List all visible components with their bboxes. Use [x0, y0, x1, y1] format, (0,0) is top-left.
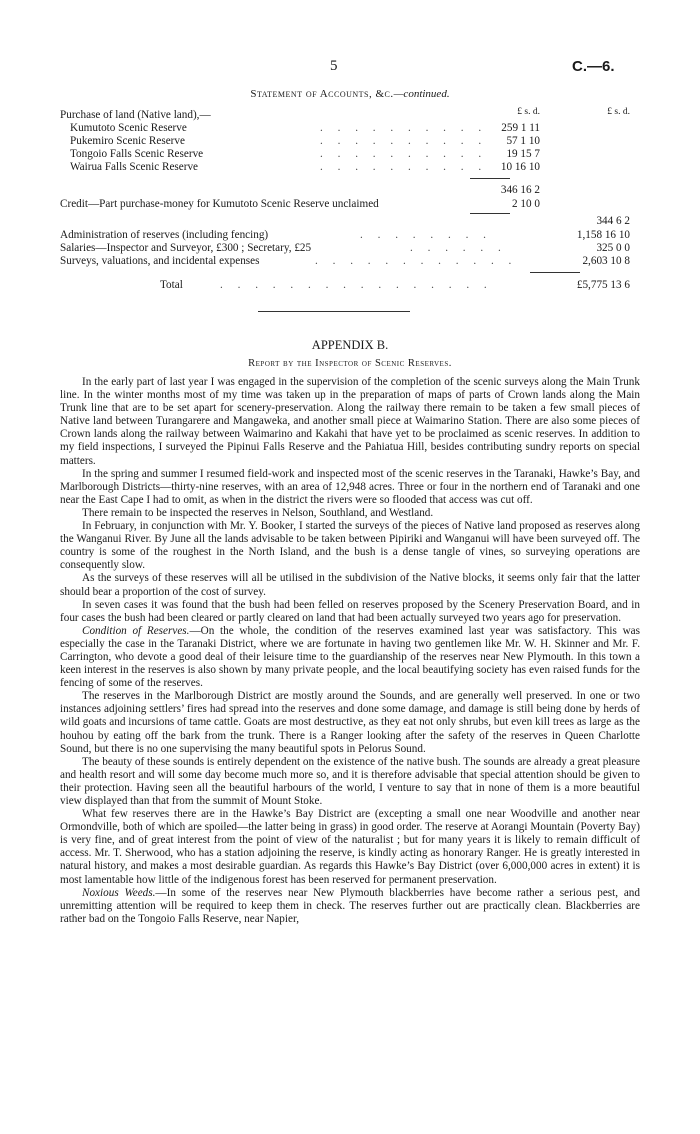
col1-heading: £ s. d.: [517, 107, 540, 117]
statement-title-text: Statement of Accounts, &c.: [250, 88, 394, 100]
leader-dots: . . . . . . . . . .: [320, 135, 488, 147]
paragraph: There remain to be inspected the reserves in Nelson, Southland, and Westland.: [82, 506, 434, 519]
account-row: [60, 109, 640, 122]
leader-dots: . . . . . . . . . . . .: [315, 255, 518, 267]
account-row: [60, 215, 640, 228]
account-row: [60, 148, 640, 161]
paragraph-lead: Condition of Reserves.: [82, 624, 190, 637]
appendix-title: APPENDIX B.: [311, 338, 389, 352]
total-row: [60, 279, 640, 293]
paragraph: The beauty of these sounds is entirely dependent on the existence of the native bush. The sounds are already a great pleasure and health resort and will some day become much more so, and it is therefore advisable that special attention should be given to their protection. Having seen all the beautiful harbours of the world, I venture to say that in none of them is a more beautiful view displayed than that from the summit of Mount Stoke.: [60, 755, 640, 807]
account-amount-col1: 2 10 0: [512, 198, 540, 210]
account-subtotal: 346 16 2: [500, 184, 540, 196]
total-rule: [530, 272, 580, 273]
statement-title-suffix: —continued.: [393, 88, 450, 100]
account-row: [60, 255, 640, 268]
account-amount-col2: 1,158 16 10: [576, 229, 630, 241]
account-label: Administration of reserves (including fencing): [60, 229, 269, 241]
leader-dots: . . . . . . . . . .: [320, 122, 488, 134]
account-row: [60, 242, 640, 255]
subtotal-rule: [470, 178, 510, 179]
account-row: [60, 198, 640, 211]
account-amount-col2: 2,603 10 8: [582, 255, 630, 267]
account-label: Tongoio Falls Scenic Reserve: [70, 148, 204, 160]
total-label: Total: [160, 279, 183, 291]
account-row: [60, 135, 640, 148]
section-divider: [258, 311, 410, 312]
account-row: [60, 122, 640, 135]
leader-dots: . . . . . . . . . .: [320, 148, 488, 160]
leader-dots: . . . . . . . .: [360, 229, 492, 241]
account-row: [60, 161, 640, 174]
leader-dots: . . . . . . . . . .: [320, 161, 488, 173]
account-label: Salaries—Inspector and Surveyor, £300 ; Secretary, £25: [60, 242, 312, 254]
account-amount-col1: 10 16 10: [500, 161, 540, 173]
account-amount-col1: 19 15 7: [506, 148, 540, 160]
account-label: Wairua Falls Scenic Reserve: [70, 161, 199, 173]
document-reference: C.—6.: [572, 58, 615, 75]
account-amount-col2: 344 6 2: [596, 215, 630, 227]
paragraph: In seven cases it was found that the bush had been felled on reserves proposed by the Scenery Preservation Board, and in four cases the bush had been cleared or partly cleared on land that had been actually surveyed two years ago for preservation.: [60, 598, 640, 624]
account-label: Purchase of land (Native land),—: [60, 109, 211, 121]
total-value: £5,775 13 6: [576, 279, 630, 291]
leader-dots: . . . . . .: [410, 242, 507, 254]
paragraph: The reserves in the Marlborough District are mostly around the Sounds, and are generally well preserved. In one or two instances adjoining settlers’ fires had spread into the reserves and done some damage, and damage is still being done by herds of wild goats and incursions of tame cattle. Goats are most destructive, as they eat not only shrubs, but even kill trees as large as the houhou by eating off the bark from the trunk. There is a Ranger looking after the safety of the reserves in Queen Charlotte Sound, but there is no one supervising the many beautiful spots in Pelorus Sound.: [60, 690, 640, 755]
report-body: [60, 376, 640, 926]
paragraph: Noxious Weeds.—In some of the reserves near New Plymouth blackberries have become rather a serious pest, and unremitting attention will be required to keep them in check. The reserves further out are practically clean. Blackberries are rather bad on the Tongoio Falls Reserve, near Napier,: [60, 886, 640, 925]
account-row: [60, 229, 640, 242]
paragraph: In the spring and summer I resumed field-work and inspected most of the scenic reserves in the Taranaki, Hawke’s Bay, and Marlborough Districts—thirty-nine reserves, with an area of 12,948 acres. Three or four in the northern end of Taranaki and one near the East Cape I had to omit, as when in the district the rivers were so flooded that access was cut off.: [60, 467, 640, 506]
account-label: Surveys, valuations, and incidental expenses: [60, 255, 260, 267]
paragraph: In the early part of last year I was engaged in the supervision of the completion of the scenic surveys along the Main Trunk line. In the winter months most of my time was taken up in the preparation of maps of parts of Crown lands along the Main Trunk line that are to be set apart for scenery-preservation. Along the railway there remain to be taken a few small pieces of Native land between Turangarere and Mangaweka, and another small piece at Waimarino Station. There are also some pieces of Crown lands along the railway between Waimarino and Kakahi that have yet to be proclaimed as scenic reserves. In addition to my field inspections, I surveyed the Pipinui Falls Reserve and the Pahiatua Hill, besides contributing sundry reports on special matters.: [60, 376, 640, 467]
account-amount-col1: 259 1 11: [501, 122, 540, 134]
account-label: Pukemiro Scenic Reserve: [70, 135, 185, 147]
statement-title: [0, 88, 700, 100]
account-label: Credit—Part purchase-money for Kumutoto Scenic Reserve unclaimed: [60, 198, 379, 210]
leader-dots: . . . . . . . . . . . . . . . .: [220, 279, 493, 291]
page-number: 5: [330, 58, 338, 74]
account-amount-col1: 57 1 10: [506, 135, 540, 147]
credit-rule: [470, 213, 510, 214]
paragraph: In February, in conjunction with Mr. Y. Booker, I started the surveys of the pieces of Native land proposed as reserves along the Wanganui River. By June all the lands advisable to be taken between Pipiriki and Wanganui will have been surveyed off. The country is some of the roughest in the North Island, and the bush is a dense tangle of vines, so surveying operations are consequently slow.: [60, 520, 640, 572]
report-heading: Report by the Inspector of Scenic Reserves.: [248, 358, 452, 369]
account-amount-col2: 325 0 0: [596, 242, 630, 254]
paragraph-lead: Noxious Weeds.: [82, 886, 156, 899]
col2-heading: £ s. d.: [607, 107, 630, 117]
paragraph: As the surveys of these reserves will all be utilised in the subdivision of the Native blocks, it seems only fair that the latter should bear a proportion of the cost of survey.: [60, 572, 640, 598]
account-row: [60, 184, 640, 197]
account-label: Kumutoto Scenic Reserve: [70, 122, 187, 134]
paragraph: What few reserves there are in the Hawke’s Bay District are (excepting a small one near Woodville and another near Ormondville, both of which are spoiled—the latter being in grass) in good order. The reserve at Aorangi Mountain (Poverty Bay) is very fine, and of great interest from the point of view of the naturalist ; but for many years it is likely to remain difficult of access. Mr. T. Sherwood, who has a station adjoining the reserve, is kindly acting as honorary Ranger. He is greatly interested in natural history, and makes a most desirable guardian. As regards this Hawke’s Bay District (over 6,000,000 acres in extent) it is most lamentable how little of the indigenous forest has been reserved for permanent preservation.: [60, 808, 640, 886]
paragraph: Condition of Reserves.—On the whole, the condition of the reserves examined last year was satisfactory. This was especially the case in the Taranaki District, where we are fortunate in having two gentlemen like Mr. W. H. Skinner and Mr. F. Carrington, who devote a good deal of their leisure time to the guardianship of the reserves near New Plymouth. In this town a keen interest in the reserves is also shown by many private people, and the local beautifying society has even raised funds for the fencing of some of the reserves.: [60, 624, 641, 690]
